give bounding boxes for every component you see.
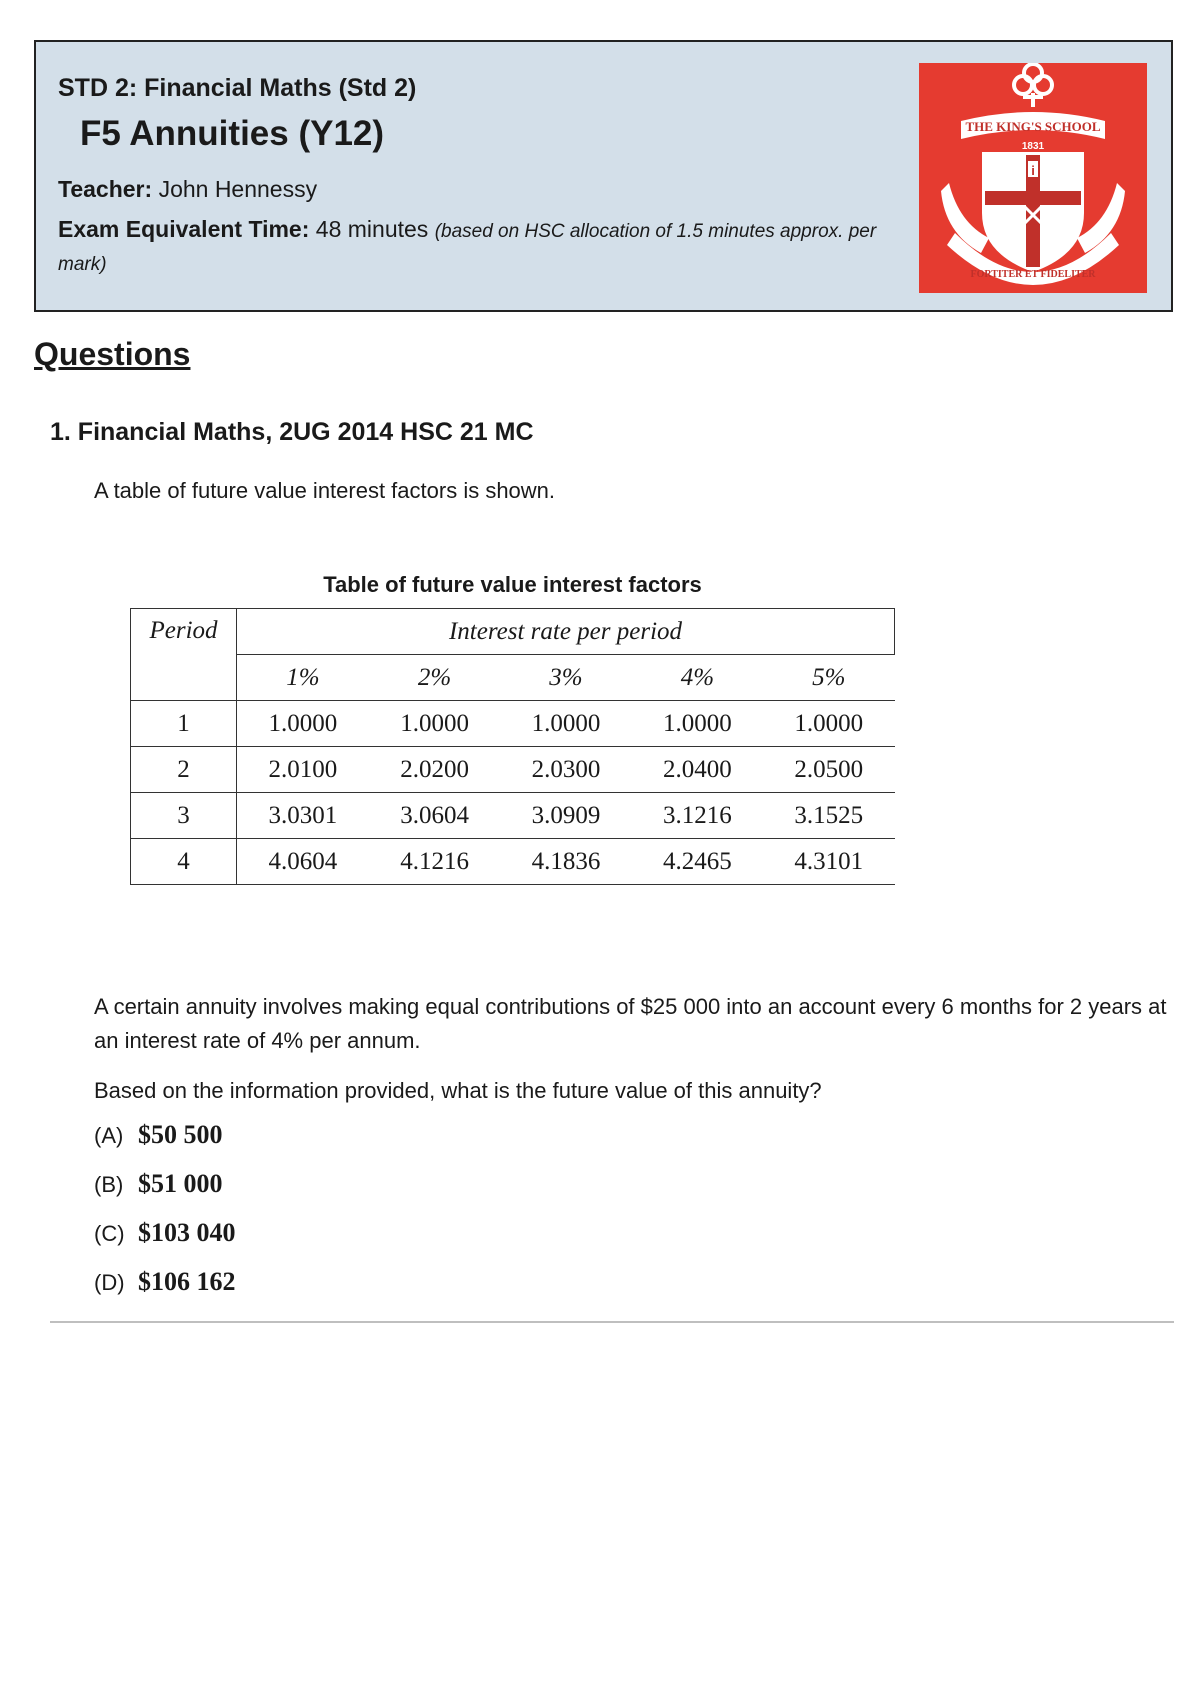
value-cell: 1.0000: [763, 701, 894, 747]
option-c[interactable]: [94, 1218, 236, 1248]
value-cell: 4.2465: [632, 839, 763, 885]
option-d[interactable]: [94, 1267, 236, 1297]
period-header: Period: [131, 609, 237, 701]
teacher-name: John Hennessy: [158, 176, 318, 202]
value-cell: 1.0000: [500, 701, 631, 747]
exam-time-note: (based on HSC allocation of 1.5 minutes approx. per mark): [58, 221, 877, 275]
value-cell: 4.0604: [237, 839, 369, 885]
rate-cell: 3%: [500, 655, 631, 701]
period-cell: 1: [131, 701, 237, 747]
question-prompt: Based on the information provided, what is the future value of this annuity?: [94, 1078, 822, 1103]
table-row: [131, 747, 895, 793]
value-cell: 2.0100: [237, 747, 369, 793]
exam-time-line: [58, 214, 878, 280]
option-letter: (C): [94, 1221, 125, 1246]
option-b[interactable]: [94, 1169, 223, 1199]
table-row: [131, 701, 895, 747]
value-cell: 3.0909: [500, 793, 631, 839]
teacher-label: Teacher:: [58, 176, 153, 202]
option-value: $103 040: [138, 1218, 236, 1247]
rate-cell: 4%: [632, 655, 763, 701]
crest-icon: [919, 63, 1147, 293]
rate-cell: 1%: [237, 655, 369, 701]
teacher-line: [58, 176, 317, 203]
value-cell: 3.0604: [369, 793, 500, 839]
option-letter: (B): [94, 1172, 124, 1197]
period-cell: 2: [131, 747, 237, 793]
option-value: $106 162: [138, 1267, 236, 1296]
option-value: $50 500: [138, 1120, 223, 1149]
value-cell: 2.0400: [632, 747, 763, 793]
value-cell: 2.0500: [763, 747, 894, 793]
value-cell: 1.0000: [369, 701, 500, 747]
topic-title: F5 Annuities (Y12): [80, 114, 385, 153]
future-value-table: [130, 608, 895, 885]
value-cell: 4.1216: [369, 839, 500, 885]
value-cell: 4.1836: [500, 839, 631, 885]
option-value: $51 000: [138, 1169, 223, 1198]
header-box: [34, 40, 1173, 312]
value-cell: 3.1525: [763, 793, 894, 839]
rates-row: [131, 655, 895, 701]
subject-title: STD 2: Financial Maths (Std 2): [58, 74, 417, 102]
svg-text:FORTITER ET FIDELITER: FORTITER ET FIDELITER: [970, 269, 1096, 280]
value-cell: 1.0000: [632, 701, 763, 747]
option-a[interactable]: [94, 1120, 223, 1150]
value-cell: 2.0300: [500, 747, 631, 793]
period-cell: 4: [131, 839, 237, 885]
option-letter: (A): [94, 1123, 124, 1148]
option-letter: (D): [94, 1270, 125, 1295]
question-statement: A certain annuity involves making equal contributions of $25 000 into an account every 6 months for 2 years at an interest rate of 4% per annum.: [94, 994, 1167, 1053]
table-header-row: [131, 609, 895, 655]
value-cell: 3.1216: [632, 793, 763, 839]
question-title: 1. Financial Maths, 2UG 2014 HSC 21 MC: [50, 418, 534, 446]
value-cell: 2.0200: [369, 747, 500, 793]
table-caption: Table of future value interest factors: [323, 572, 702, 597]
question-intro: A table of future value interest factors is shown.: [94, 478, 556, 503]
questions-heading: Questions: [34, 336, 191, 372]
svg-text:1831: 1831: [1021, 141, 1045, 152]
exam-time-value: 48 minutes: [315, 216, 429, 242]
exam-time-label: Exam Equivalent Time:: [58, 216, 310, 242]
table-row: [131, 793, 895, 839]
value-cell: 4.3101: [763, 839, 894, 885]
rate-header: Interest rate per period: [237, 609, 895, 655]
divider-line: [50, 1321, 1174, 1323]
table-row: [131, 839, 895, 885]
school-crest-logo: [919, 63, 1147, 293]
rate-cell: 2%: [369, 655, 500, 701]
svg-text:i: i: [1031, 163, 1035, 178]
value-cell: 1.0000: [237, 701, 369, 747]
period-cell: 3: [131, 793, 237, 839]
svg-text:THE KING'S SCHOOL: THE KING'S SCHOOL: [965, 119, 1101, 134]
value-cell: 3.0301: [237, 793, 369, 839]
rate-cell: 5%: [763, 655, 894, 701]
